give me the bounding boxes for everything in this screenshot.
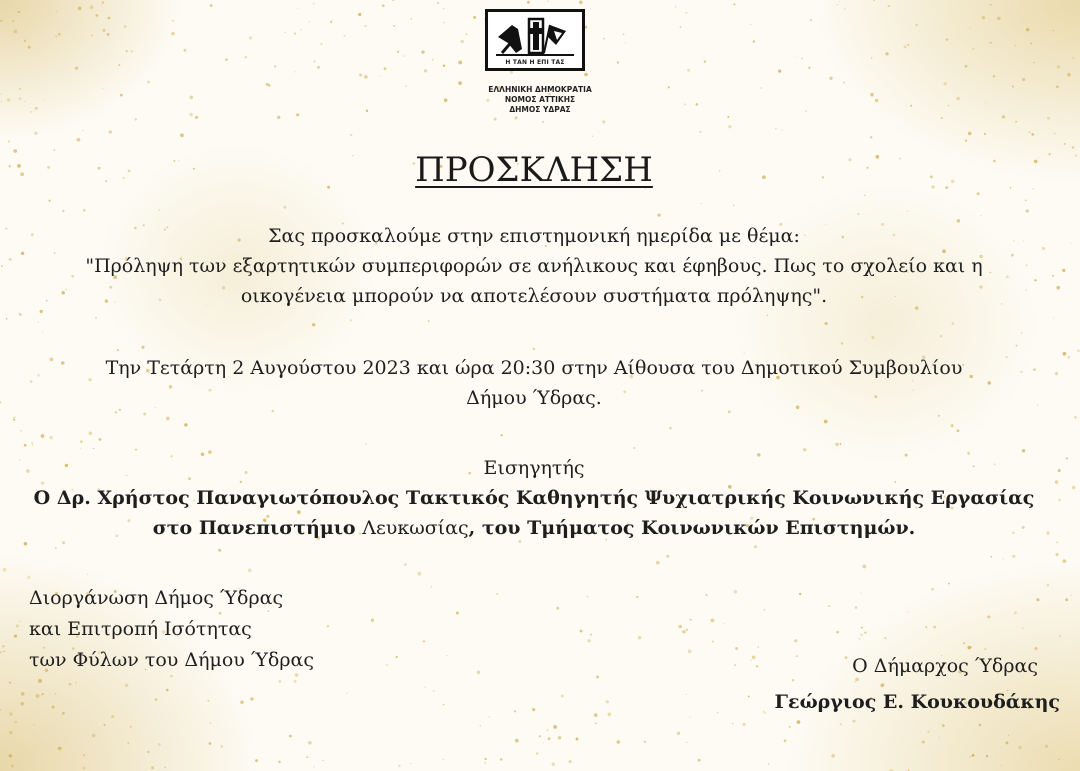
speaker-details — [20, 483, 1048, 543]
event-date-location — [20, 353, 1048, 413]
organizer-line: και Επιτροπή Ισότητας — [29, 618, 252, 640]
speaker-affiliation-city: Λευκωσίας — [362, 517, 469, 539]
municipality-logo — [485, 9, 585, 71]
authority-line: ΝΟΜΟΣ ΑΤΤΙΚΗΣ — [504, 95, 576, 104]
event-topic-line: "Πρόληψη των εξαρτητικών συμπεριφορών σε ανήλικους και έφηβους. Πως το σχολείο και η — [85, 255, 983, 277]
organizer-line: των Φύλων του Δήμου Ύδρας — [29, 649, 314, 671]
speaker-affiliation-part: στο Πανεπιστήμιο — [152, 517, 363, 539]
cross-and-flag-emblem-icon — [494, 15, 576, 61]
issuing-authority — [0, 85, 1080, 115]
authority-line: ΔΗΜΟΣ ΥΔΡΑΣ — [509, 105, 571, 114]
speaker-name-line: Ο Δρ. Χρήστος Παναγιωτόπουλος Τακτικός Καθηγητής Ψυχιατρικής Κοινωνικής Εργασίας — [33, 487, 1035, 509]
organizer-block — [29, 583, 314, 676]
event-location-line: Δήμου Ύδρας. — [466, 387, 602, 409]
speaker-label: Εισηγητής — [483, 457, 585, 479]
event-topic-line: οικογένεια μπορούν να αποτελέσουν συστήματα πρόληψης". — [240, 285, 828, 307]
invitation-intro — [20, 221, 1048, 311]
invitation-title: ΠΡΟΣΚΛΗΣΗ — [415, 150, 653, 190]
logo-motto: Η ΤΑΝ Η ΕΠΙ ΤΑΣ — [505, 59, 565, 66]
signatory-name: Γεώργιος Ε. Κουκουδάκης — [774, 691, 1060, 713]
event-date-line: Την Τετάρτη 2 Αυγούστου 2023 και ώρα 20:30 στην Αίθουσα του Δημοτικού Συμβουλίου — [105, 357, 963, 379]
intro-line: Σας προσκαλούμε στην επιστημονική ημερίδα με θέμα: — [268, 225, 800, 247]
organizer-line: Διοργάνωση Δήμος Ύδρας — [29, 587, 284, 609]
speaker-affiliation-part: , του Τμήματος Κοινωνικών Επιστημών. — [468, 517, 916, 539]
signatory-title: Ο Δήμαρχος Ύδρας — [852, 655, 1038, 677]
signature-block — [775, 648, 1060, 720]
authority-line: ΕΛΛΗΝΙΚΗ ΔΗΜΟΚΡΑΤΙΑ — [488, 85, 592, 94]
speaker-affiliation-line — [20, 513, 1048, 543]
